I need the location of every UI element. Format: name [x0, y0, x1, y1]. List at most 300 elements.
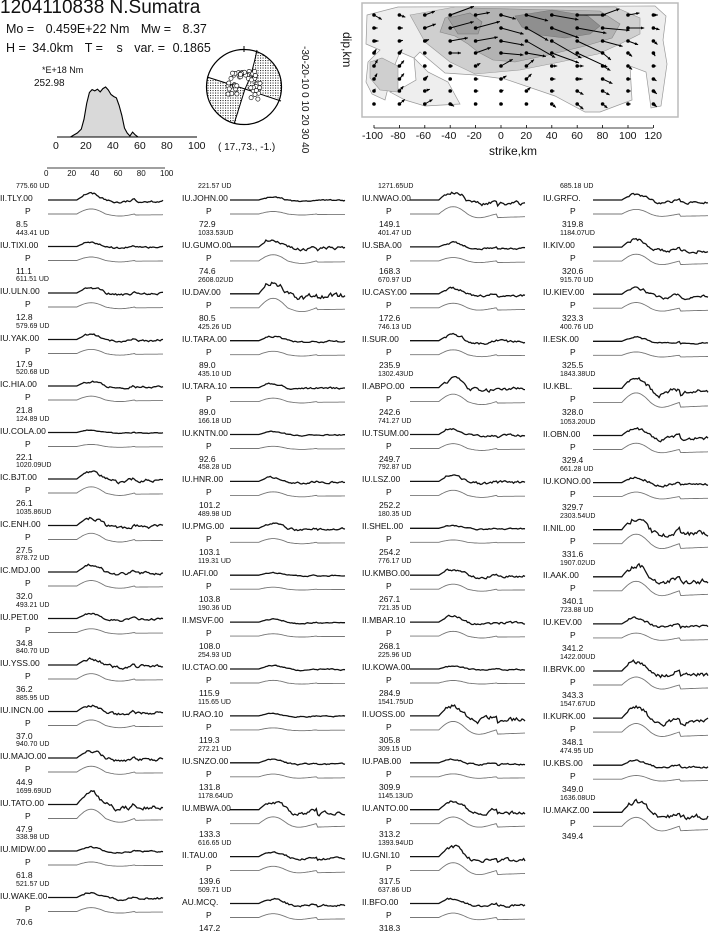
synthetic-waveform — [410, 774, 525, 778]
station-amplitude: 2303.54UD — [560, 512, 596, 520]
synthetic-waveform — [48, 862, 163, 866]
station-azimuth: 103.8 — [199, 594, 221, 605]
synthetic-waveform — [230, 728, 345, 731]
var-value: 0.1865 — [172, 41, 211, 55]
station-name: II.ESK.00 — [543, 334, 579, 345]
station-amplitude: 474.95 UD — [560, 748, 594, 756]
station-azimuth: 108.0 — [199, 641, 221, 652]
strike-tick-label: -100 — [362, 130, 384, 142]
station-name: IU.GRFO. — [543, 193, 581, 203]
station-amplitude: 443.41 UD — [16, 229, 50, 237]
station-azimuth: 119.3 — [199, 734, 220, 745]
station-amplitude: 579.69 UD — [16, 322, 50, 330]
mw-value: 8.37 — [182, 22, 207, 36]
observed-waveform — [593, 378, 708, 398]
station-azimuth: 101.2 — [199, 500, 221, 511]
synthetic-waveform — [410, 258, 525, 263]
station-azimuth: 172.6 — [379, 312, 401, 323]
synthetic-waveform — [48, 720, 163, 728]
station-name: IU.MBWA.00 — [182, 802, 231, 813]
station-name: IU.KBL. — [543, 381, 573, 392]
synthetic-waveform — [230, 587, 345, 590]
station-name: IU.DAV.00 — [182, 286, 221, 297]
station-azimuth: 131.8 — [199, 781, 221, 792]
station-azimuth: 313.2 — [379, 828, 401, 839]
station-azimuth: 235.9 — [379, 359, 401, 370]
synthetic-waveform — [48, 629, 163, 634]
station-azimuth: 329.4 — [562, 454, 584, 465]
observed-waveform — [410, 525, 525, 530]
synthetic-waveform — [593, 633, 708, 640]
station-amplitude: 521.57 UD — [16, 880, 50, 888]
station-amplitude: 637.86 UD — [378, 886, 412, 894]
station-phase: P — [570, 253, 576, 264]
station-name: IC.HIA.00 — [0, 379, 37, 389]
station-phase: P — [25, 810, 31, 821]
station-phase: P — [386, 628, 392, 639]
station-phase: P — [25, 764, 31, 774]
observed-waveform — [593, 193, 708, 204]
synthetic-waveform — [48, 581, 163, 589]
observed-waveform — [48, 613, 163, 621]
observed-waveform — [230, 383, 345, 389]
station-phase: P — [386, 768, 392, 779]
synthetic-waveform — [48, 209, 163, 216]
observed-waveform — [410, 377, 525, 393]
synthetic-waveform — [230, 446, 345, 449]
station-phase: P — [570, 677, 576, 687]
synthetic-waveform — [410, 863, 525, 875]
station-azimuth: 328.0 — [562, 407, 584, 418]
station-name: IU.GUMO.00 — [182, 239, 232, 250]
synthetic-waveform — [410, 913, 525, 920]
station-name: IU.CTAO.00 — [182, 662, 228, 672]
station-azimuth: 32.0 — [16, 591, 33, 601]
station-phase: P — [206, 440, 212, 451]
station-amplitude: 493.21 UD — [16, 601, 50, 609]
station-phase: P — [570, 488, 576, 499]
station-azimuth: 325.5 — [562, 360, 584, 371]
stf-secondary-tick: 40 — [90, 169, 100, 178]
station-azimuth: 305.8 — [379, 734, 401, 745]
station-phase: P — [206, 909, 212, 920]
station-phase: P — [386, 206, 392, 216]
stf-xtick: 0 — [53, 140, 59, 152]
dip-axis-ticks: -30-20-10 0 10 20 30 40 — [299, 46, 310, 154]
station-name: IU.MIDW.00 — [0, 844, 46, 854]
strike-tick-label: 20 — [520, 130, 533, 142]
station-phase: P — [206, 581, 212, 592]
observed-waveform — [48, 846, 163, 853]
station-name: II.BFO.00 — [362, 896, 399, 907]
station-name: IU.KEV.00 — [543, 616, 582, 627]
station-amplitude: 1636.08UD — [560, 795, 596, 803]
station-azimuth: 26.1 — [16, 498, 33, 508]
station-name: II.NIL.00 — [543, 522, 576, 533]
station-amplitude: 792.87 UD — [378, 464, 412, 472]
station-azimuth: 61.8 — [16, 870, 33, 880]
station-name: IU.PMG.00 — [182, 521, 225, 532]
observed-waveform — [48, 658, 163, 669]
station-amplitude: 670.97 UD — [378, 276, 412, 284]
station-name: IU.SBA.00 — [362, 239, 402, 250]
station-amplitude: 685.18 UD — [560, 183, 594, 190]
observed-waveform — [48, 705, 163, 715]
station-azimuth: 341.2 — [562, 642, 584, 653]
observed-waveform — [593, 519, 708, 537]
station-phase: P — [570, 771, 576, 782]
station-azimuth: 252.2 — [379, 500, 401, 511]
observed-waveform — [593, 337, 708, 345]
station-phase: P — [386, 299, 392, 310]
station-amplitude: 435.10 UD — [198, 370, 232, 378]
station-name: IU.NWAO.00 — [362, 193, 411, 203]
station-amplitude: 616.65 UD — [198, 839, 232, 847]
stf-peak: 252.98 — [34, 78, 65, 89]
station-phase: P — [25, 206, 31, 216]
synthetic-waveform — [230, 539, 345, 544]
station-phase: P — [25, 671, 31, 681]
station-name: II.MSVF.00 — [182, 615, 224, 626]
observed-waveform — [230, 572, 345, 576]
focal-caption: ( 17.,73., -1.) — [218, 142, 276, 153]
station-name: IU.CASY.00 — [362, 286, 407, 297]
observed-waveform — [593, 477, 708, 487]
observed-waveform — [48, 193, 163, 204]
stf-secondary-tick: 0 — [44, 169, 49, 178]
station-name: II.SUR.00 — [362, 333, 399, 344]
station-phase: P — [386, 675, 392, 685]
observed-waveform — [48, 564, 163, 575]
station-phase: P — [25, 717, 31, 728]
stf-xtick: 20 — [80, 140, 92, 152]
stf-units: *E+18 Nm — [42, 65, 84, 75]
observed-waveform — [410, 666, 525, 670]
station-amplitude: 225.96 UD — [378, 652, 412, 659]
strike-axis-label: strike,km — [489, 144, 537, 158]
station-name: IU.KOWA.00 — [362, 662, 411, 672]
station-amplitude: 661.28 UD — [560, 465, 594, 473]
synthetic-waveform — [410, 584, 525, 591]
observed-waveform — [410, 429, 525, 438]
station-amplitude: 840.70 UD — [16, 648, 50, 655]
station-azimuth: 47.9 — [16, 823, 33, 834]
station-azimuth: 92.6 — [199, 453, 216, 464]
stf-secondary-tick: 60 — [113, 169, 123, 178]
strike-tick-label: -20 — [466, 130, 482, 142]
station-azimuth: 70.6 — [16, 916, 33, 927]
observed-waveform — [230, 240, 345, 251]
station-azimuth: 317.5 — [379, 875, 401, 886]
station-amplitude: 1035.86UD — [16, 508, 52, 516]
station-name: IU.TARA.10 — [182, 380, 227, 391]
station-amplitude: 746.13 UD — [378, 323, 412, 331]
observed-waveform — [48, 430, 163, 434]
station-amplitude: 885.95 UD — [16, 694, 50, 702]
synthetic-waveform — [410, 207, 525, 218]
station-name: II.SHEL.00 — [362, 521, 404, 532]
station-amplitude: 1271.65UD — [378, 183, 414, 190]
station-phase: P — [570, 206, 576, 216]
synthetic-waveform — [230, 351, 345, 356]
station-phase: P — [25, 438, 31, 449]
station-amplitude: 190.36 UD — [198, 605, 232, 613]
station-name: IU.ULN.00 — [0, 286, 40, 296]
station-name: IU.TSUM.00 — [362, 427, 409, 438]
station-name: IU.WAKE.00 — [0, 890, 48, 901]
observed-waveform — [48, 893, 163, 901]
synthetic-waveform — [593, 534, 708, 548]
station-name: IU.YAK.00 — [0, 332, 40, 343]
station-name: II.KURK.00 — [543, 711, 586, 722]
station-azimuth: 22.1 — [16, 451, 33, 462]
mo-label: Mo = — [6, 22, 35, 36]
station-name: IC.ENH.00 — [0, 518, 41, 529]
station-amplitude: 254.93 UD — [198, 652, 232, 659]
station-phase: P — [25, 578, 31, 588]
synthetic-waveform — [593, 254, 708, 264]
station-phase: P — [206, 815, 212, 826]
station-name: IU.MAKZ.00 — [543, 805, 590, 816]
station-name: II.TLY.00 — [0, 193, 33, 203]
station-name: IU.AFI.00 — [182, 568, 218, 579]
station-azimuth: 329.7 — [562, 501, 584, 512]
synthetic-waveform — [230, 298, 345, 311]
observed-waveform — [410, 242, 525, 250]
synthetic-waveform — [48, 487, 163, 496]
station-phase: P — [570, 347, 576, 358]
strike-tick-label: 0 — [498, 130, 504, 142]
station-phase: P — [570, 535, 576, 546]
station-amplitude: 401.47 UD — [378, 229, 412, 237]
synthetic-waveform — [230, 774, 345, 778]
station-phase: P — [206, 534, 212, 545]
strike-tick-label: -40 — [441, 130, 457, 142]
station-azimuth: 11.1 — [16, 265, 32, 276]
station-name: II.UOSS.00 — [362, 708, 405, 719]
observed-waveform — [230, 713, 345, 717]
station-azimuth: 89.0 — [199, 406, 216, 417]
station-azimuth: 36.2 — [16, 684, 33, 694]
station-phase: P — [386, 815, 392, 826]
station-amplitude: 776.17 UD — [378, 558, 412, 566]
station-azimuth: 21.8 — [16, 405, 33, 415]
observed-waveform — [593, 706, 708, 726]
station-azimuth: 8.5 — [16, 219, 28, 229]
synthetic-waveform — [593, 817, 708, 831]
station-amplitude: 124.89 UD — [16, 415, 50, 423]
station-name: IU.ANTO.00 — [362, 802, 409, 813]
synthetic-waveform — [410, 394, 525, 404]
observed-waveform — [593, 800, 708, 820]
station-amplitude: 1843.38UD — [560, 371, 596, 379]
observed-waveform — [48, 288, 163, 296]
t-label: T = — [84, 41, 103, 55]
station-phase: P — [386, 252, 392, 263]
station-name: IU.HNR.00 — [182, 474, 224, 485]
station-name: IU.PAB.00 — [362, 755, 402, 766]
stf-xtick: 100 — [188, 140, 206, 152]
strike-tick-label: -80 — [390, 130, 406, 142]
stf-xtick: 80 — [161, 140, 173, 152]
synthetic-waveform — [230, 680, 345, 684]
station-phase: P — [386, 487, 392, 498]
station-amplitude: 425.26 UD — [198, 323, 232, 331]
station-phase: P — [570, 582, 576, 593]
station-phase: P — [206, 675, 212, 685]
station-phase: P — [25, 299, 31, 309]
station-azimuth: 323.3 — [562, 313, 584, 324]
station-amplitude: 1699.69UD — [16, 787, 52, 795]
observed-waveform — [410, 845, 525, 862]
observed-waveform — [410, 334, 525, 345]
observed-waveform — [230, 431, 345, 436]
station-amplitude: 272.21 UD — [198, 745, 232, 753]
station-azimuth: 320.6 — [562, 266, 584, 277]
station-name: AU.MCQ. — [182, 896, 219, 907]
strike-tick-label: 60 — [571, 130, 583, 142]
station-phase: P — [570, 818, 576, 829]
station-name: IU.KBS.00 — [543, 758, 583, 769]
station-name: IU.KIEV.00 — [543, 287, 585, 298]
station-name: IU.TIXI.00 — [0, 239, 39, 250]
station-phase: P — [570, 441, 576, 452]
station-azimuth: 74.6 — [199, 265, 216, 276]
station-amplitude: 611.51 UD — [16, 276, 49, 283]
station-azimuth: 80.5 — [199, 312, 216, 323]
synthetic-waveform — [48, 444, 163, 447]
observed-waveform — [593, 287, 708, 300]
observed-waveform — [410, 801, 525, 815]
synthetic-waveform — [410, 817, 525, 827]
station-phase: P — [25, 857, 31, 867]
station-phase: P — [25, 485, 31, 495]
observed-waveform — [593, 617, 708, 628]
strike-tick-label: 80 — [596, 130, 609, 142]
stf-xtick: 40 — [107, 140, 119, 152]
synthetic-waveform — [230, 914, 345, 920]
station-amplitude: 338.98 UD — [16, 834, 50, 841]
station-azimuth: 133.3 — [199, 828, 221, 839]
station-name: IU.KMBO.00 — [362, 568, 410, 579]
synthetic-waveform — [48, 766, 163, 774]
station-phase: P — [570, 724, 576, 735]
observed-waveform — [593, 428, 708, 442]
stf-xtick: 60 — [134, 140, 146, 152]
station-amplitude: 1422.00UD — [560, 654, 596, 661]
observed-waveform — [593, 660, 708, 677]
station-amplitude: 915.70 UD — [560, 277, 594, 285]
station-phase: P — [206, 299, 212, 310]
synthetic-waveform — [593, 393, 708, 407]
station-amplitude: 2608.02UD — [198, 276, 234, 284]
station-name: IU.TARA.00 — [182, 333, 227, 344]
station-azimuth: 103.1 — [199, 547, 221, 558]
station-phase: P — [570, 629, 576, 640]
observed-waveform — [230, 336, 345, 343]
synthetic-waveform — [410, 681, 525, 685]
synthetic-waveform — [410, 631, 525, 638]
station-phase: P — [25, 624, 31, 635]
event-title: 1204110838 N.Sumatra — [0, 0, 201, 18]
h-label: H = — [6, 41, 26, 55]
station-amplitude: 309.15 UD — [378, 745, 412, 753]
station-amplitude: 940.70 UD — [16, 741, 50, 748]
station-amplitude: 1393.94UD — [378, 839, 414, 847]
synthetic-waveform — [230, 212, 345, 216]
station-azimuth: 349.4 — [562, 831, 584, 842]
station-azimuth: 343.3 — [562, 690, 584, 700]
observed-waveform — [593, 760, 708, 768]
observed-waveform — [410, 615, 525, 624]
station-azimuth: 331.6 — [562, 548, 584, 559]
station-name: IU.GNI.10 — [362, 849, 400, 860]
station-amplitude: 1020.09UD — [16, 462, 52, 469]
synthetic-waveform — [230, 255, 345, 264]
station-phase: P — [386, 862, 392, 873]
station-azimuth: 27.5 — [16, 544, 33, 555]
station-name: IU.TATO.00 — [0, 797, 44, 808]
station-amplitude: 1907.02UD — [560, 559, 596, 567]
station-azimuth: 348.1 — [562, 737, 584, 748]
station-azimuth: 318.3 — [379, 922, 401, 933]
observed-waveform — [230, 619, 345, 624]
station-name: IC.MDJ.00 — [0, 565, 41, 575]
station-name: II.KIV.00 — [543, 240, 575, 251]
station-name: II.TAU.00 — [182, 849, 218, 860]
station-azimuth: 139.6 — [199, 875, 221, 886]
synthetic-waveform — [48, 809, 163, 822]
station-azimuth: 147.2 — [199, 922, 221, 933]
station-phase: P — [386, 909, 392, 920]
station-amplitude: 489.98 UD — [198, 511, 232, 519]
mo-value: 0.459E+22 Nm — [45, 22, 130, 36]
station-amplitude: 741.27 UD — [378, 417, 412, 425]
synthetic-waveform — [48, 533, 163, 542]
station-name: II.OBN.00 — [543, 428, 581, 439]
station-phase: P — [386, 393, 392, 404]
station-azimuth: 309.9 — [379, 781, 401, 792]
station-amplitude: 1053.20UD — [560, 418, 596, 426]
station-azimuth: 319.8 — [562, 219, 584, 229]
station-amplitude: 1033.53UD — [198, 229, 234, 237]
station-amplitude: 1184.07UD — [560, 230, 595, 238]
station-phase: P — [206, 862, 212, 873]
synthetic-waveform — [410, 350, 525, 357]
observed-waveform — [593, 564, 708, 584]
strike-tick-label: -60 — [415, 130, 431, 142]
synthetic-waveform — [410, 444, 525, 451]
synthetic-waveform — [593, 209, 708, 216]
synthetic-waveform — [593, 724, 708, 737]
mw-label: Mw = — [140, 22, 172, 36]
station-name: IU.YSS.00 — [0, 658, 40, 668]
var-label: var. = — [134, 41, 166, 55]
observed-waveform — [230, 197, 345, 202]
station-azimuth: 254.2 — [379, 547, 401, 558]
station-azimuth: 37.0 — [16, 730, 33, 741]
station-azimuth: 268.1 — [379, 641, 401, 652]
station-name: II.MBAR.10 — [362, 615, 406, 626]
synthetic-waveform — [48, 908, 163, 913]
synthetic-waveform — [593, 443, 708, 453]
observed-waveform — [48, 334, 163, 342]
synthetic-waveform — [410, 721, 525, 734]
strike-tick-label: 120 — [644, 130, 662, 142]
observed-waveform — [593, 239, 708, 254]
station-phase: P — [206, 206, 212, 216]
observed-waveform — [230, 802, 345, 816]
